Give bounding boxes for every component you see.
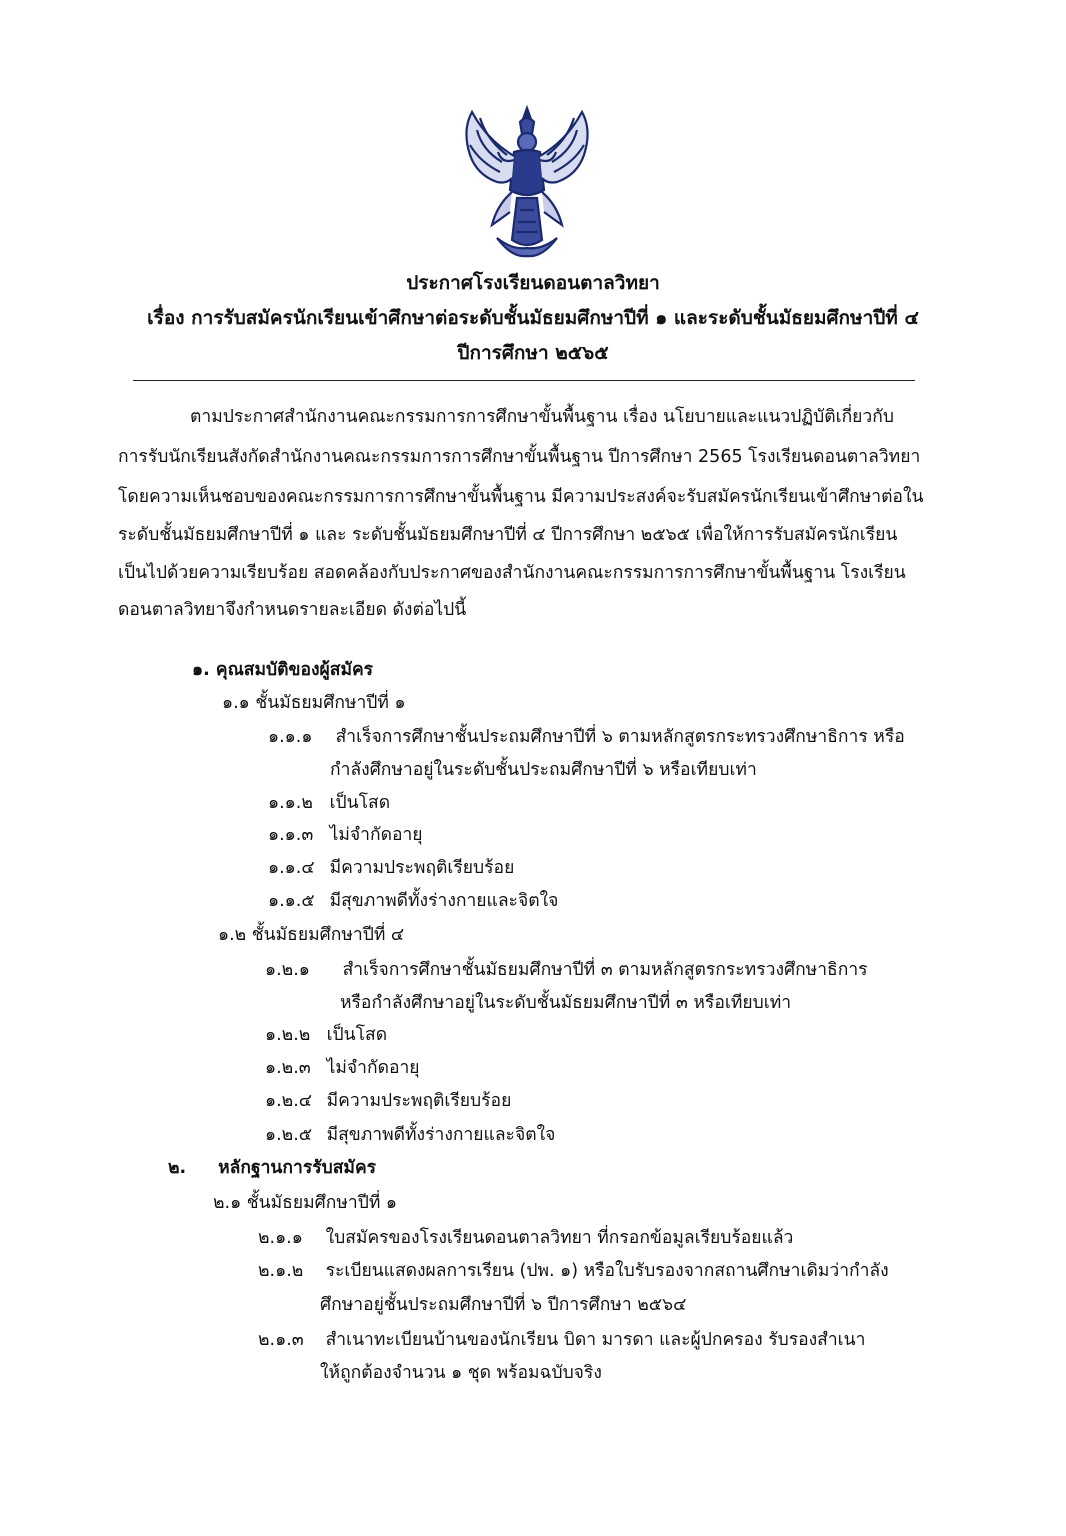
list-item — [268, 886, 558, 914]
section-number: ๒. — [168, 1158, 187, 1178]
section-1-heading — [192, 655, 373, 683]
announcement-title: ประกาศโรงเรียนดอนตาลวิทยา — [406, 272, 660, 294]
subsection-1-2-heading — [218, 920, 404, 948]
list-item — [265, 1120, 555, 1148]
item-text: มีความประพฤติเรียบร้อย — [329, 858, 515, 878]
item-text: เป็นโสด — [329, 793, 391, 813]
list-item — [268, 820, 423, 848]
item-number: ๒.๑.๑ — [258, 1228, 303, 1248]
item-text: มีสุขภาพดีทั้งร่างกายและจิตใจ — [326, 1125, 556, 1145]
item-continuation: กำลังศึกษาอยู่ในระดับชั้นประถมศึกษาปีที่ ๖ หรือเทียบเท่า — [330, 760, 757, 780]
item-number: ๒.๑.๒ — [258, 1261, 304, 1281]
item-continuation: ให้ถูกต้องจำนวน ๑ ชุด พร้อมฉบับจริง — [320, 1363, 602, 1383]
subsection-title: ชั้นมัธยมศึกษาปีที่ ๑ — [246, 1193, 398, 1213]
section-title: คุณสมบัติของผู้สมัคร — [215, 660, 374, 680]
section-number: ๑. — [192, 660, 210, 680]
intro-line: โดยความเห็นชอบของคณะกรรมการการศึกษาขั้นพื้นฐาน มีความประสงค์จะรับสมัครนักเรียนเข้าศึกษาต่อใน — [118, 487, 924, 507]
announcement-subject: เรื่อง การรับสมัครนักเรียนเข้าศึกษาต่อระดับชั้นมัธยมศึกษาปีที่ ๑ และระดับชั้นมัธยมศึกษาปีที่ ๔ — [147, 307, 919, 329]
item-continuation: หรือกำลังศึกษาอยู่ในระดับชั้นมัธยมศึกษาปีที่ ๓ หรือเทียบเท่า — [340, 993, 792, 1013]
item-text: มีสุขภาพดีทั้งร่างกายและจิตใจ — [329, 891, 559, 911]
item-text: สำเนาทะเบียนบ้านของนักเรียน บิดา มารดา และผู้ปกครอง รับรองสำเนา — [325, 1330, 866, 1350]
item-text: ระเบียนแสดงผลการเรียน (ปพ. ๑) หรือใบรับรองจากสถานศึกษาเดิมว่ากำลัง — [325, 1261, 889, 1281]
item-number: ๑.๒.๕ — [265, 1125, 313, 1145]
item-number: ๑.๑.๓ — [268, 825, 314, 845]
garuda-emblem-icon — [452, 100, 602, 260]
item-text: เป็นโสด — [326, 1025, 388, 1045]
title-divider — [133, 380, 915, 381]
list-item — [268, 722, 905, 750]
item-text: ไม่จำกัดอายุ — [329, 825, 423, 845]
announcement-year: ปีการศึกษา ๒๕๖๕ — [457, 342, 609, 364]
list-item — [265, 1020, 387, 1048]
subsection-number: ๑.๑ — [222, 693, 250, 713]
list-item — [258, 1223, 793, 1251]
item-number: ๑.๒.๔ — [265, 1091, 313, 1111]
intro-line: ตามประกาศสำนักงานคณะกรรมการการศึกษาขั้นพื้นฐาน เรื่อง นโยบายและแนวปฏิบัติเกี่ยวกับ — [190, 407, 894, 427]
list-item — [265, 1086, 511, 1114]
subsection-title: ชั้นมัธยมศึกษาปีที่ ๔ — [251, 925, 405, 945]
item-number: ๑.๑.๔ — [268, 858, 315, 878]
list-item — [258, 1256, 889, 1284]
list-item — [268, 853, 514, 881]
item-number: ๑.๑.๕ — [268, 891, 315, 911]
item-text: สำเร็จการศึกษาชั้นประถมศึกษาปีที่ ๖ ตามหลักสูตรกระทรวงศึกษาธิการ หรือ — [335, 727, 905, 747]
subsection-2-1-heading — [213, 1188, 397, 1216]
item-number: ๑.๑.๑ — [268, 727, 313, 747]
subsection-number: ๒.๑ — [213, 1193, 242, 1213]
intro-line: ระดับชั้นมัธยมศึกษาปีที่ ๑ และ ระดับชั้นมัธยมศึกษาปีที่ ๔ ปีการศึกษา ๒๕๖๕ เพื่อให้การรับสมัครนักเรียน — [118, 525, 898, 545]
intro-line: เป็นไปด้วยความเรียบร้อย สอดคล้องกับประกาศของสำนักงานคณะกรรมการการศึกษาขั้นพื้นฐาน โรงเรียน — [118, 563, 906, 583]
intro-line: การรับนักเรียนสังกัดสำนักงานคณะกรรมการการศึกษาขั้นพื้นฐาน ปีการศึกษา 2565 โรงเรียนดอนตาลวิทยา — [118, 447, 921, 467]
list-item — [258, 1325, 865, 1353]
item-number: ๑.๑.๒ — [268, 793, 313, 813]
list-item — [265, 1053, 420, 1081]
subsection-title: ชั้นมัธยมศึกษาปีที่ ๑ — [255, 693, 406, 713]
subsection-1-1-heading — [222, 688, 406, 716]
intro-line: ดอนตาลวิทยาจึงกำหนดรายละเอียด ดังต่อไปนี้ — [118, 600, 467, 620]
item-text: ใบสมัครของโรงเรียนดอนตาลวิทยา ที่กรอกข้อมูลเรียบร้อยแล้ว — [325, 1228, 794, 1248]
item-text: ไม่จำกัดอายุ — [326, 1058, 420, 1078]
item-text: มีความประพฤติเรียบร้อย — [326, 1091, 512, 1111]
item-number: ๑.๒.๑ — [265, 960, 310, 980]
item-number: ๑.๒.๓ — [265, 1058, 311, 1078]
section-2-heading — [168, 1153, 376, 1181]
section-title: หลักฐานการรับสมัคร — [218, 1158, 377, 1178]
item-continuation: ศึกษาอยู่ชั้นประถมศึกษาปีที่ ๖ ปีการศึกษา ๒๕๖๔ — [320, 1295, 687, 1315]
list-item — [265, 955, 868, 983]
item-number: ๒.๑.๓ — [258, 1330, 304, 1350]
list-item — [268, 788, 390, 816]
item-number: ๑.๒.๒ — [265, 1025, 311, 1045]
item-text: สำเร็จการศึกษาชั้นมัธยมศึกษาปีที่ ๓ ตามหลักสูตรกระทรวงศึกษาธิการ — [342, 960, 868, 980]
subsection-number: ๑.๒ — [218, 925, 247, 945]
